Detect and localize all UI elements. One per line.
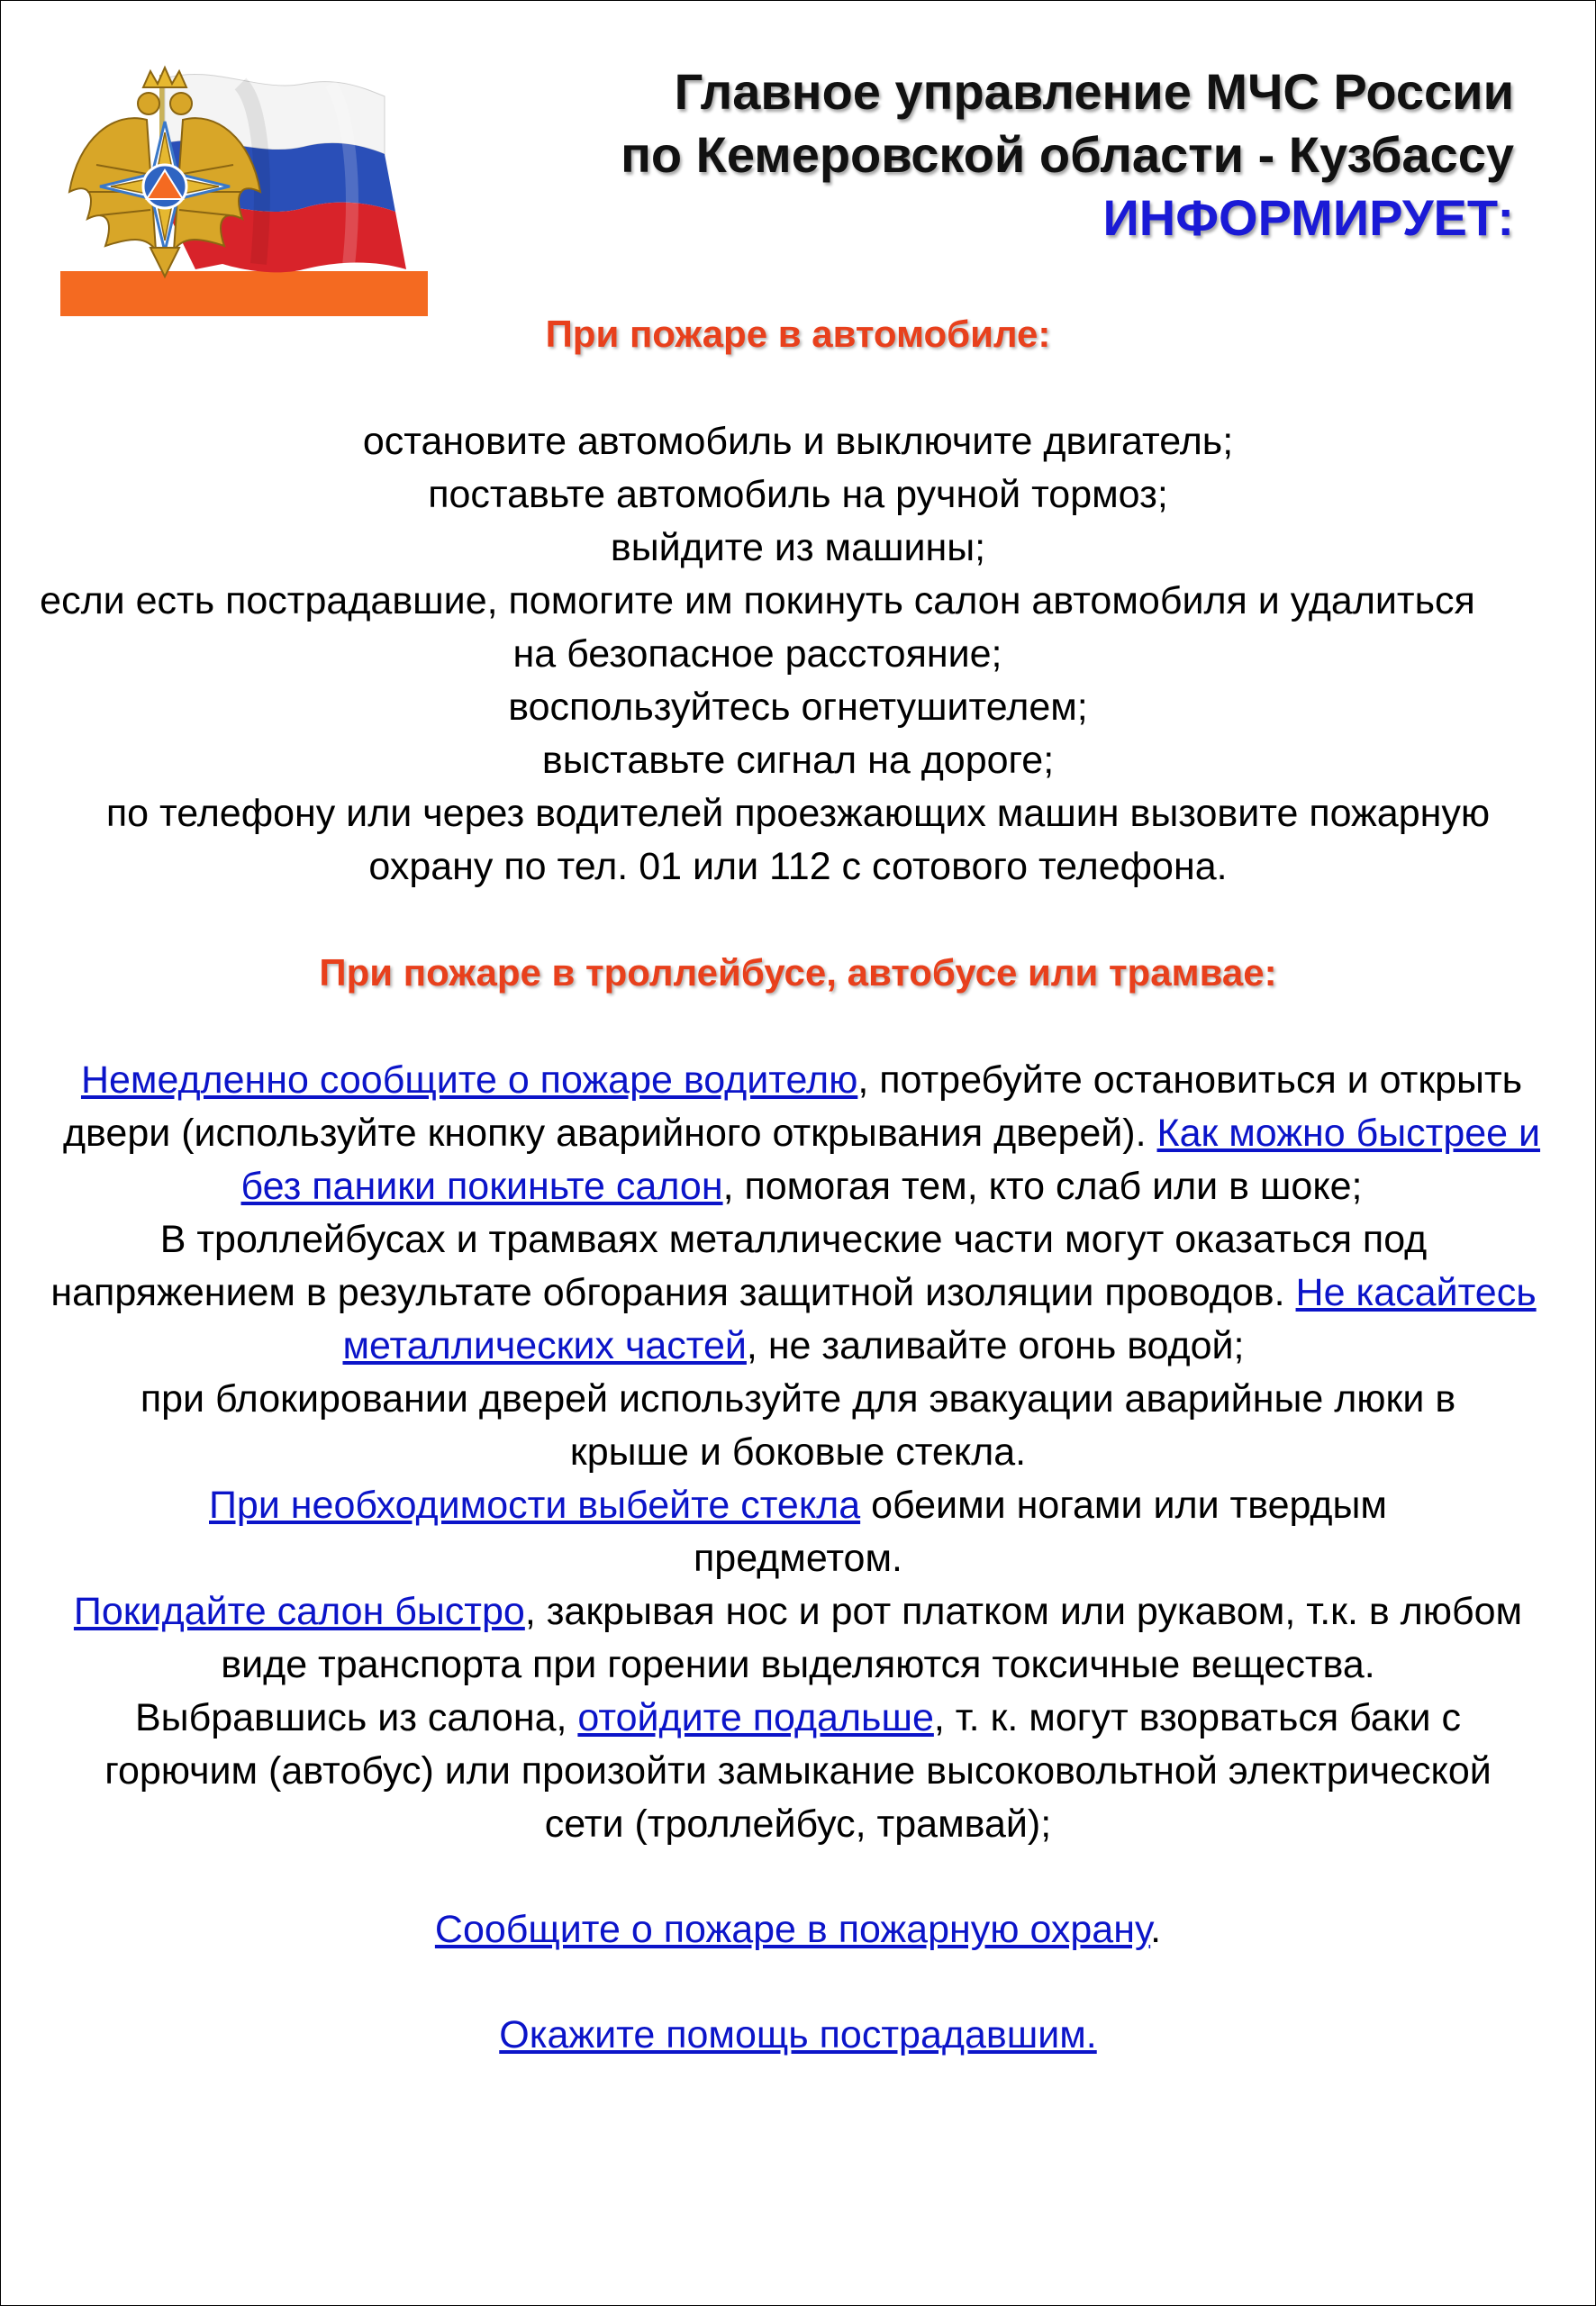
main-content	[40, 307, 1541, 2062]
mchs-emblem-logo	[60, 57, 428, 316]
link-report-fire[interactable]: Сообщите о пожаре в пожарную охрану	[434, 1908, 1151, 1951]
para-6-text-2: , т. к. могут взорваться баки с горючим (автобус) или произойти замыкание высоковольтной электрической сети (троллейбус, трамвай);	[104, 1696, 1492, 1846]
car-item-2: поставьте автомобиль на ручной тормоз;	[428, 473, 1168, 516]
header	[621, 60, 1514, 250]
para-2-text-1: В троллейбусах и трамваях металлические части могут оказаться под напряжением в результате обгорания защитной изоляции проводов.	[50, 1218, 1428, 1314]
link-leave-salon[interactable]: Как можно быстрее и без паники покиньте салон	[240, 1112, 1541, 1208]
emblem-graphic	[60, 57, 428, 316]
car-item-4: если есть пострадавшие, помогите им покинуть салон автомобиля и удалиться на безопасное расстояние;	[40, 579, 1475, 676]
header-title-line1: Главное управление МЧС России	[674, 63, 1514, 120]
link-leave-quickly[interactable]: Покидайте салон быстро	[73, 1590, 525, 1633]
link-help-injured[interactable]: Окажите помощь пострадавшим.	[499, 2013, 1097, 2056]
link-break-glass[interactable]: При необходимости выбейте стекла	[209, 1484, 861, 1527]
para-4-text-1: обеими ногами или твердым предметом.	[694, 1484, 1387, 1580]
para-6-text-1: Выбравшись из салона,	[134, 1696, 578, 1739]
car-item-3: выйдите из машины;	[610, 526, 986, 569]
transport-para-8	[55, 2009, 1541, 2062]
car-item-5: воспользуйтесь огнетушителем;	[508, 685, 1088, 729]
para-1-text-1: , потребуйте остановиться и открыть двери (используйте кнопку аварийного открывания дверей).	[62, 1058, 1523, 1155]
transport-para-4	[55, 1479, 1541, 1585]
transport-para-6	[55, 1692, 1541, 1851]
car-item-7: по телефону или через водителей проезжающих машин вызовите пожарную охрану по тел. 01 или 112 с сотового телефона.	[105, 792, 1491, 888]
car-item-6: выставьте сигнал на дороге;	[541, 739, 1055, 782]
link-move-away[interactable]: отойдите подальше	[577, 1696, 934, 1739]
para-1-text-2: , помогая тем, кто слаб или в шоке;	[722, 1165, 1363, 1208]
link-dont-touch-metal[interactable]: Не касайтесь металлических частей	[342, 1271, 1537, 1367]
transport-para-5	[55, 1585, 1541, 1692]
section-car-heading: При пожаре в автомобиле:	[545, 313, 1051, 355]
transport-para-2	[37, 1213, 1550, 1373]
car-item-1: остановите автомобиль и выключите двигатель;	[362, 420, 1234, 463]
transport-para-3: при блокировании дверей используйте для эвакуации аварийные люки в крыше и боковые стекла.	[140, 1377, 1456, 1474]
link-notify-driver[interactable]: Немедленно сообщите о пожаре водителю	[80, 1058, 858, 1102]
para-2-text-2: , не заливайте огонь водой;	[746, 1324, 1245, 1367]
section-transport-heading: При пожаре в троллейбусе, автобусе или трамвае:	[319, 951, 1277, 994]
para-7-text-1: .	[1150, 1908, 1162, 1951]
transport-para-7	[55, 1903, 1541, 1956]
para-5-text-1: , закрывая нос и рот платком или рукавом, т.к. в любом виде транспорта при горении выделяются токсичные вещества.	[221, 1590, 1523, 1686]
header-title-line2: по Кемеровской области - Кузбассу	[621, 126, 1514, 183]
transport-para-1	[42, 1054, 1561, 1213]
header-informs: ИНФОРМИРУЕТ:	[1102, 189, 1514, 246]
